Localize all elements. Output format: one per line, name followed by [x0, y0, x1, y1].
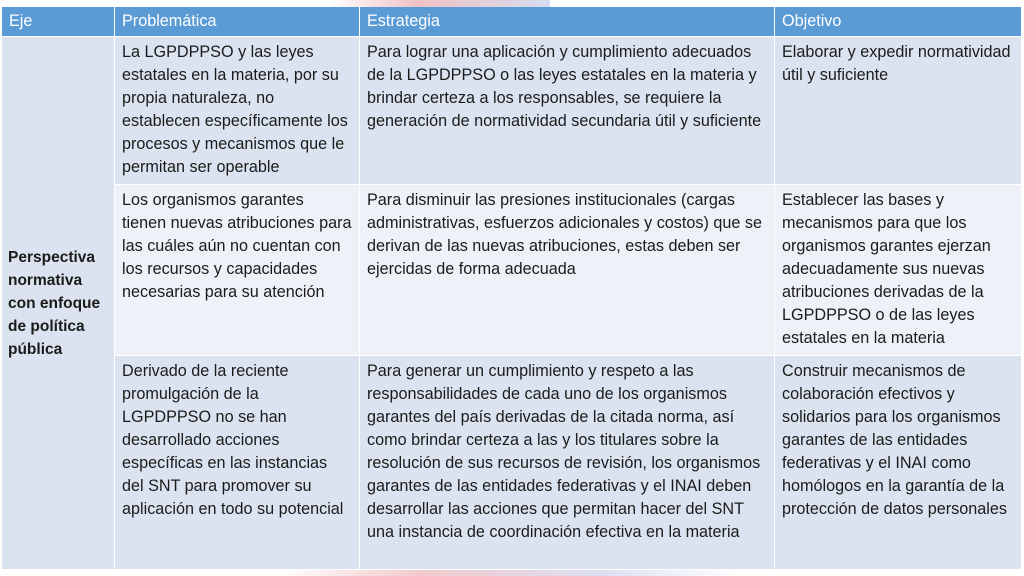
- problematica-cell: Derivado de la reciente promulgación de la LGPDPPSO no se han desarrollado acciones específicas en las instancias del SNT para promover su aplicación en todo su potencial: [115, 356, 360, 570]
- header-objetivo: Objetivo: [775, 7, 1022, 37]
- header-estrategia: Estrategia: [360, 7, 775, 37]
- table-row: [2, 37, 1022, 185]
- header-row: [2, 7, 1022, 37]
- strategy-table: [2, 7, 1022, 570]
- header-eje: Eje: [2, 7, 115, 37]
- objetivo-cell: Elaborar y expedir normatividad útil y suficiente: [775, 37, 1022, 185]
- objetivo-cell: Construir mecanismos de colaboración efectivos y solidarios para los organismos garantes de las entidades federativas y el INAI como homólogos en la garantía de la protección de datos personales: [775, 356, 1022, 570]
- header-problematica: Problemática: [115, 7, 360, 37]
- table-row: [2, 185, 1022, 356]
- estrategia-cell: Para lograr una aplicación y cumplimiento adecuados de la LGPDPPSO o las leyes estatales en la materia y brindar certeza a los responsables, se requiere la generación de normatividad secundaria útil y suficiente: [360, 37, 775, 185]
- axis-cell: Perspectiva normativa con enfoque de política pública: [2, 37, 115, 570]
- problematica-cell: Los organismos garantes tienen nuevas atribuciones para las cuáles aún no cuentan con los recursos y capacidades necesarias para su atención: [115, 185, 360, 356]
- objetivo-cell: Establecer las bases y mecanismos para que los organismos garantes ejerzan adecuadamente sus nuevas atribuciones derivadas de la LGPDPPSO o de las leyes estatales en la materia: [775, 185, 1022, 356]
- table-row: [2, 356, 1022, 570]
- problematica-cell: La LGPDPPSO y las leyes estatales en la materia, por su propia naturaleza, no establecen específicamente los procesos y mecanismos que le permitan ser operable: [115, 37, 360, 185]
- estrategia-cell: Para disminuir las presiones institucionales (cargas administrativas, esfuerzos adicionales y costos) que se derivan de las nuevas atribuciones, estas deben ser ejercidas de forma adecuada: [360, 185, 775, 356]
- estrategia-cell: Para generar un cumplimiento y respeto a las responsabilidades de cada uno de los organismos garantes del país derivadas de la citada norma, así como brindar certeza a las y los titulares sobre la resolución de sus recursos de revisión, los organismos garantes de las entidades federativas y el INAI deben desarrollar las acciones que permitan hacer del SNT una instancia de coordinación efectiva en la materia: [360, 356, 775, 570]
